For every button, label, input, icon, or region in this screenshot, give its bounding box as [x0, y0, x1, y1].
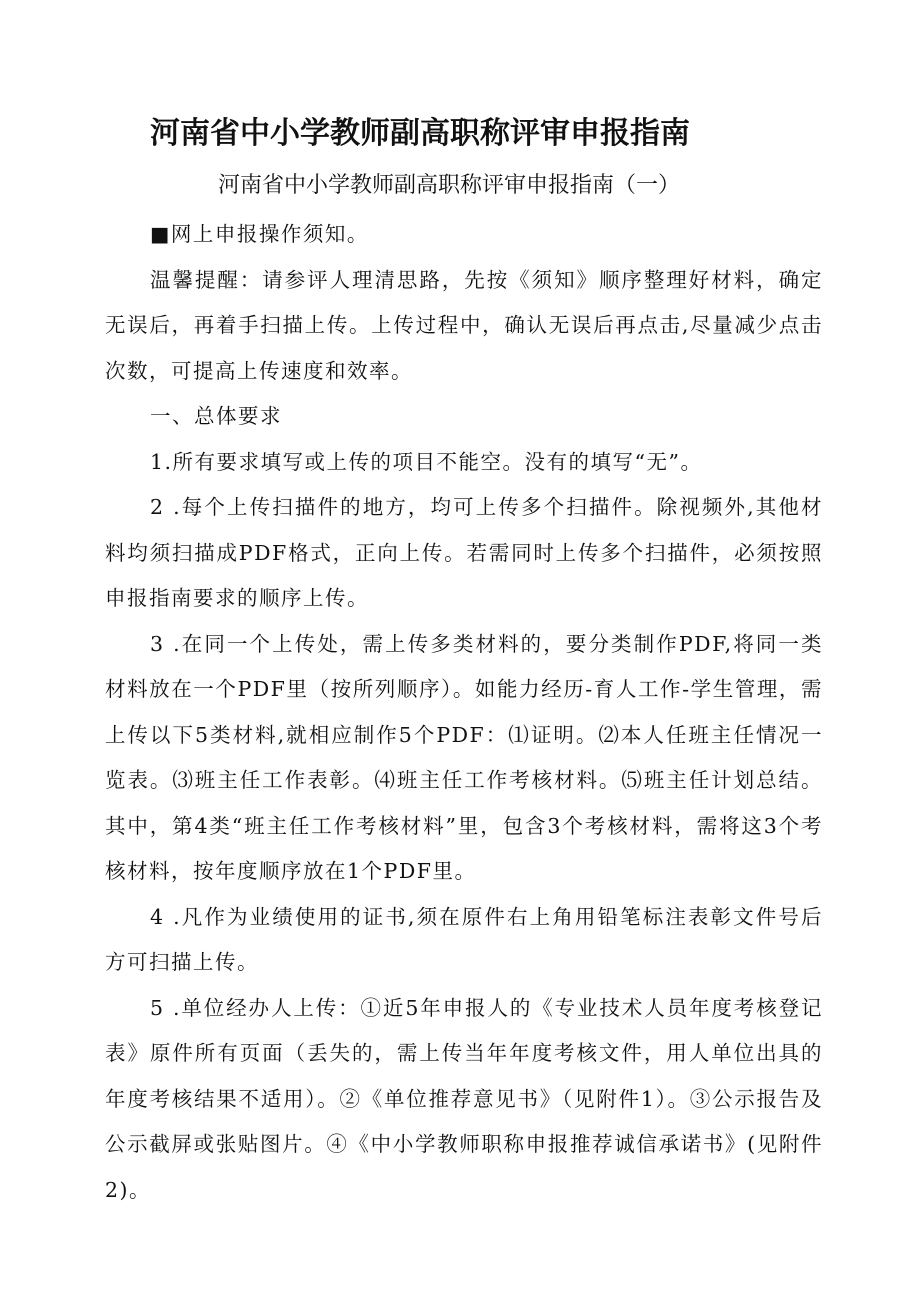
- requirement-item-5: 5 .单位经办人上传：①近5年申报人的《专业技术人员年度考核登记表》原件所有页面（丢失的，需上传当年年度考核文件，用人单位出具的年度考核结果不适用）。②《单位推荐意见书》（见附件1）。③公示报告及公示截屏或张贴图片。④《中小学教师职称申报推荐诚信承诺书》(见附件2)。: [105, 995, 823, 1202]
- notice-heading: ■网上申报操作须知。: [150, 222, 369, 246]
- requirement-item-2: 2 .每个上传扫描件的地方，均可上传多个扫描件。除视频外,其他材料均须扫描成PDF格式，正向上传。若需同时上传多个扫描件，必须按照申报指南要求的顺序上传。: [105, 495, 823, 610]
- requirement-item-3: 3 .在同一个上传处，需上传多类材料的，要分类制作PDF,将同一类材料放在一个PDF里（按所列顺序）。如能力经历-育人工作-学生管理，需上传以下5类材料,就相应制作5个PDF：⑴证明。⑵本人任班主任情况一览表。⑶班主任工作表彰。⑷班主任工作考核材料。⑸班主任计划总结。其中，第4类“班主任工作考核材料”里，包含3个考核材料，需将这3个考核材料，按年度顺序放在1个PDF里。: [105, 631, 823, 883]
- requirement-item-1: 1.所有要求填写或上传的项目不能空。没有的填写“无”。: [150, 449, 703, 474]
- requirement-item-4: 4 .凡作为业绩使用的证书,须在原件右上角用铅笔标注表彰文件号后方可扫描上传。: [105, 904, 823, 974]
- document-title: 河南省中小学教师副高职称评审申报指南: [150, 116, 690, 151]
- section-heading: 一、总体要求: [150, 404, 282, 428]
- document-subtitle: 河南省中小学教师副高职称评审申报指南（一）: [218, 173, 681, 198]
- reminder-paragraph: 温馨提醒：请参评人理清思路，先按《须知》顺序整理好材料，确定无误后，再着手扫描上传。上传过程中，确认无误后再点击,尽量减少点击次数，可提高上传速度和效率。: [105, 267, 823, 383]
- document-body: [105, 212, 823, 1213]
